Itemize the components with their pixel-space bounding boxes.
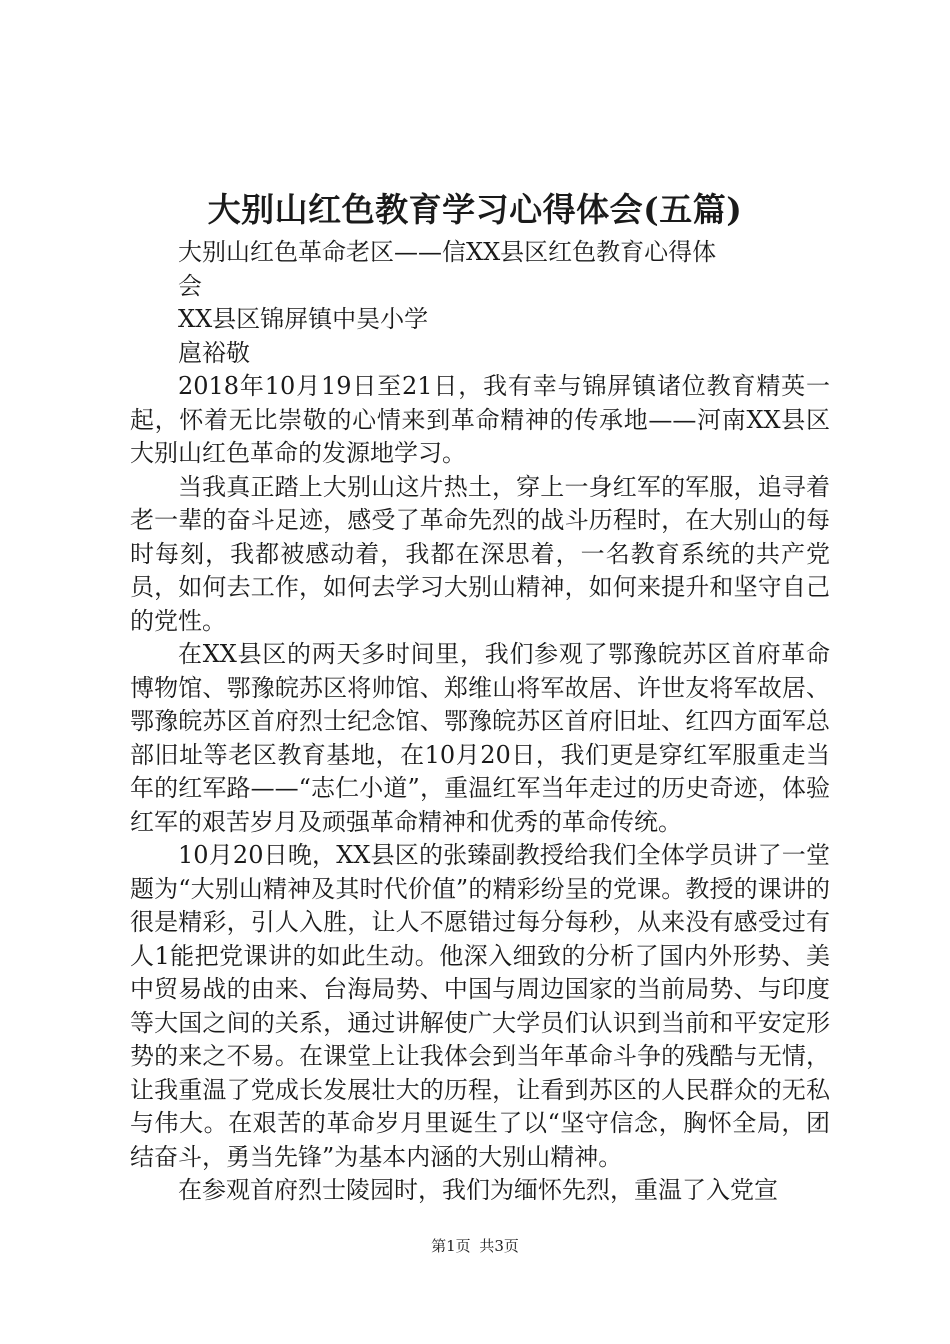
school-line: XX县区锦屏镇中昊小学 bbox=[178, 305, 429, 333]
document-title: 大别山红色教育学习心得体会(五篇) bbox=[207, 190, 743, 229]
body-paragraph: 2018年10月19日至21日，我有幸与锦屏镇诸位教育精英一起，怀着无比崇敬的心情来到革命精神的传承地——河南XX县区大别山红色革命的发源地学习。 bbox=[130, 372, 830, 467]
body-paragraph: 10月20日晚，XX县区的张臻副教授给我们全体学员讲了一堂题为“大别山精神及其时代价值”的精彩纷呈的党课。教授的课讲的很是精彩，引人入胜，让人不愿错过每分每秒，从来没有感受过有人1能把党课讲的如此生动。他深入细致的分析了国内外形势、美中贸易战的由来、台海局势、中国与周边国家的当前局势、与印度等大国之间的关系，通过讲解使广大学员们认识到当前和平安定形势的来之不易。在课堂上让我体会到当年革命斗争的残酷与无情，让我重温了党成长发展壮大的历程，让看到苏区的人民群众的无私与伟大。在艰苦的革命岁月里诞生了以“坚守信念，胸怀全局，团结奋斗，勇当先锋”为基本内涵的大别山精神。 bbox=[130, 841, 830, 1171]
author-line: 扈裕敬 bbox=[178, 338, 250, 367]
page-number: 第1页 共3页 bbox=[431, 1237, 519, 1255]
body-paragraph: 当我真正踏上大别山这片热土，穿上一身红军的军服，追寻着老一辈的奋斗足迹，感受了革命先烈的战斗历程时，在大别山的每时每刻，我都被感动着，我都在深思着，一名教育系统的共产党员，如何去工作，如何去学习大别山精神，如何来提升和坚守自己的党性。 bbox=[130, 472, 830, 635]
body-paragraph: 在XX县区的两天多时间里，我们参观了鄂豫皖苏区首府革命博物馆、鄂豫皖苏区将帅馆、郑维山将军故居、许世友将军故居、鄂豫皖苏区首府烈士纪念馆、鄂豫皖苏区首府旧址、红四方面军总部旧址等老区教育基地，在10月20日，我们更是穿红军服重走当年的红军路——“志仁小道”，重温红军当年走过的历史奇迹，体验红军的艰苦岁月及顽强革命精神和优秀的革命传统。 bbox=[130, 640, 830, 836]
document-body bbox=[130, 236, 830, 1208]
subtitle-line: 大别山红色革命老区——信XX县区红色教育心得体会 bbox=[178, 238, 717, 300]
body-paragraph: 在参观首府烈士陵园时，我们为缅怀先烈，重温了入党宣 bbox=[178, 1176, 778, 1204]
